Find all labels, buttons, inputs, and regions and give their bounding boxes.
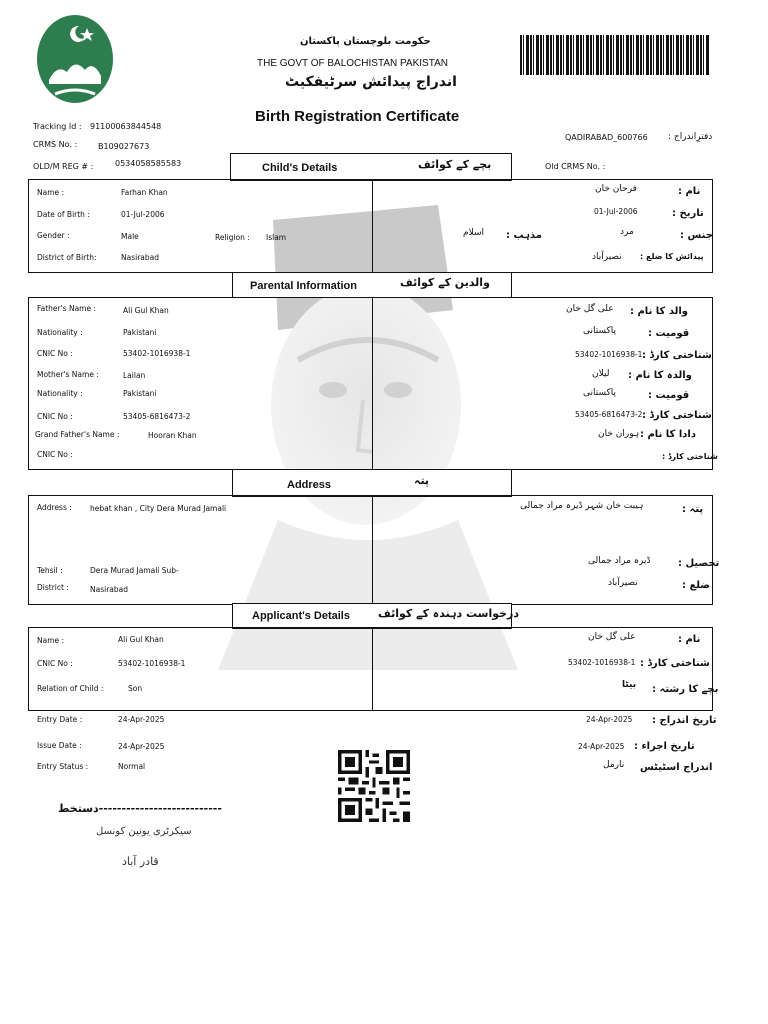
child-name-label-urdu: نام : <box>678 186 701 197</box>
applicant-section-title-urdu: درخواست دہندہ کے کوائف <box>378 607 520 620</box>
relation-label: Relation of Child : <box>37 684 104 693</box>
applicant-divider <box>372 628 373 710</box>
applicant-section-title: Applicant's Details <box>252 610 350 622</box>
old-reg-label: OLD/M REG # : <box>33 162 94 171</box>
child-gender-label-urdu: جنس : <box>680 230 713 241</box>
address-section-title: Address <box>287 479 332 491</box>
child-divider <box>372 180 373 272</box>
mother-name-label-urdu: والدہ کا نام : <box>628 370 692 381</box>
child-section-title-urdu: بچے کے کوائف <box>418 158 492 171</box>
entry-status-label: Entry Status : <box>37 762 89 771</box>
mother-cnic-label: CNIC No : <box>37 412 73 421</box>
issue-date-value: 24-Apr-2025 <box>118 742 165 751</box>
office-value: QADIRABAD_600766 <box>565 133 648 142</box>
father-name-value: Ali Gul Khan <box>123 306 169 315</box>
applicant-cnic-label-urdu: شناختی کارڈ : <box>640 658 710 669</box>
parents-divider <box>372 298 373 469</box>
applicant-name-label-urdu: نام : <box>678 634 701 645</box>
grandfather-cnic-label: CNIC No : <box>37 450 73 459</box>
old-crms-label: Old CRMS No. : <box>545 162 606 171</box>
tracking-value: 91100063844548 <box>90 122 162 131</box>
govt-name-urdu: حکومت بلوچستان پاکستان <box>300 36 431 47</box>
parents-section-title: Parental Information <box>250 280 357 292</box>
address-section-header <box>232 469 512 497</box>
applicant-name-value: Ali Gul Khan <box>118 635 164 644</box>
qr-code-icon <box>338 750 410 822</box>
district-label-urdu: ضلع : <box>682 580 711 591</box>
entry-status-value: Normal <box>118 762 146 771</box>
father-nationality-value: Pakistani <box>123 328 157 337</box>
father-nationality-label: Nationality : <box>37 328 83 337</box>
applicant-cnic-value: 53402-1016938-1 <box>118 659 186 668</box>
child-religion-label-urdu: مذہب : <box>506 230 542 241</box>
crms-label: CRMS No. : <box>33 140 78 149</box>
grandfather-name-value-urdu: ہوران خان <box>598 429 640 439</box>
mother-name-value-urdu: لیلان <box>592 369 610 379</box>
mother-cnic-value: 53405-6816473-2 <box>123 412 191 421</box>
entry-status-value-urdu: نارمل <box>603 760 625 770</box>
father-cnic-value-urdu: 53402-1016938-1 <box>575 350 643 359</box>
child-religion-label: Religion : <box>215 233 250 242</box>
issue-date-value-urdu: 24-Apr-2025 <box>578 742 625 751</box>
relation-label-urdu: بچے کا رشتہ : <box>652 684 719 695</box>
mother-name-label: Mother's Name : <box>37 370 99 379</box>
mother-nationality-label: Nationality : <box>37 389 83 398</box>
address-divider <box>372 496 373 604</box>
child-gender-value: Male <box>121 232 139 241</box>
child-dob-value: 01-Jul-2006 <box>121 210 165 219</box>
signature-line: دستخط--------------------------- <box>58 802 222 815</box>
parents-details-box <box>28 297 713 470</box>
applicant-name-value-urdu: علی گل خان <box>588 632 636 642</box>
balochistan-emblem-icon <box>35 14 115 104</box>
child-section-title: Child's Details <box>262 162 338 174</box>
crms-value: B109027673 <box>98 142 150 151</box>
child-name-label: Name : <box>37 188 65 197</box>
union-council-name: قادر آباد <box>122 855 159 868</box>
father-name-label-urdu: والد کا نام : <box>630 306 689 317</box>
address-value-urdu: ہیبت خان شہر ڈیرہ مراد جمالی <box>520 501 644 511</box>
office-label-urdu: دفترِاندراج : <box>668 132 713 142</box>
father-nationality-label-urdu: قومیت : <box>648 328 690 339</box>
entry-date-label: Entry Date : <box>37 715 83 724</box>
issue-date-label: Issue Date : <box>37 741 82 750</box>
address-value: hebat khan , City Dera Murad Jamali <box>90 504 227 513</box>
grandfather-name-label-urdu: دادا کا نام : <box>640 429 696 440</box>
issue-date-label-urdu: تاریخ اجراء : <box>634 741 695 752</box>
child-religion-value: Islam <box>266 233 287 242</box>
old-reg-value: 0534058585583 <box>115 159 182 168</box>
child-gender-label: Gender : <box>37 231 70 240</box>
father-nationality-value-urdu: پاکستانی <box>583 326 617 336</box>
govt-name-english: THE GOVT OF BALOCHISTAN PAKISTAN <box>257 58 448 69</box>
entry-date-value-urdu: 24-Apr-2025 <box>586 715 633 724</box>
tehsil-value-urdu: ڈیرہ مراد جمالی <box>588 556 651 566</box>
tehsil-value: Dera Murad Jamali Sub- <box>90 566 179 575</box>
entry-date-label-urdu: تاریخ اندراج : <box>652 715 717 726</box>
mother-cnic-value-urdu: 53405-6816473-2 <box>575 410 643 419</box>
father-cnic-label: CNIC No : <box>37 349 73 358</box>
parents-section-title-urdu: والدین کے کوائف <box>400 276 490 289</box>
mother-nationality-value-urdu: پاکستانی <box>583 388 617 398</box>
applicant-name-label: Name : <box>37 636 65 645</box>
child-district-label-urdu: پیدائش کا ضلع : <box>640 252 704 261</box>
father-cnic-label-urdu: شناختی کارڈ : <box>642 350 712 361</box>
relation-value-urdu: بیٹا <box>622 680 637 690</box>
child-dob-value-urdu: 01-Jul-2006 <box>594 207 638 216</box>
applicant-cnic-value-urdu: 53402-1016938-1 <box>568 658 636 667</box>
father-name-label: Father's Name : <box>37 304 97 313</box>
address-label: Address : <box>37 503 72 512</box>
district-value-urdu: نصیرآباد <box>608 578 638 588</box>
grandfather-name-label: Grand Father's Name : <box>35 430 120 439</box>
father-cnic-value: 53402-1016938-1 <box>123 349 191 358</box>
child-name-value: Farhan Khan <box>121 188 168 197</box>
district-label: District : <box>37 583 69 592</box>
tehsil-label-urdu: تحصیل : <box>678 558 720 569</box>
secretary-title: سیکرٹری یونین کونسل <box>96 826 192 837</box>
tracking-label: Tracking Id : <box>33 122 82 131</box>
child-dob-label-urdu: تاریخ : <box>672 208 704 219</box>
mother-nationality-label-urdu: قومیت : <box>648 390 690 401</box>
child-gender-value-urdu: مرد <box>620 227 634 237</box>
child-dob-label: Date of Birth : <box>37 210 90 219</box>
address-label-urdu: پتہ : <box>682 504 704 515</box>
entry-status-label-urdu: اندراج اسٹیٹس <box>640 762 713 773</box>
child-district-value: Nasirabad <box>121 253 159 262</box>
child-name-value-urdu: فرحان خان <box>595 184 637 194</box>
mother-name-value: Lailan <box>123 371 146 380</box>
child-district-label: District of Birth: <box>37 253 97 262</box>
district-value: Nasirabad <box>90 585 128 594</box>
relation-value: Son <box>128 684 143 693</box>
mother-cnic-label-urdu: شناختی کارڈ : <box>642 410 712 421</box>
child-religion-value-urdu: اسلام <box>463 228 484 238</box>
grandfather-name-value: Hooran Khan <box>148 431 197 440</box>
grandfather-cnic-label-urdu: شناختی کارڈ : <box>662 452 718 461</box>
father-name-value-urdu: علی گل خان <box>566 304 614 314</box>
page-title: Birth Registration Certificate <box>255 108 460 125</box>
mother-nationality-value: Pakistani <box>123 389 157 398</box>
applicant-cnic-label: CNIC No : <box>37 659 73 668</box>
address-section-title-urdu: پتہ <box>414 474 430 487</box>
entry-date-value: 24-Apr-2025 <box>118 715 165 724</box>
barcode-icon <box>520 35 710 75</box>
title-urdu: اندراج پیدائش سرٹیفکیٹ <box>285 74 457 90</box>
child-district-value-urdu: نصیرآباد <box>592 252 622 262</box>
tehsil-label: Tehsil : <box>37 566 63 575</box>
